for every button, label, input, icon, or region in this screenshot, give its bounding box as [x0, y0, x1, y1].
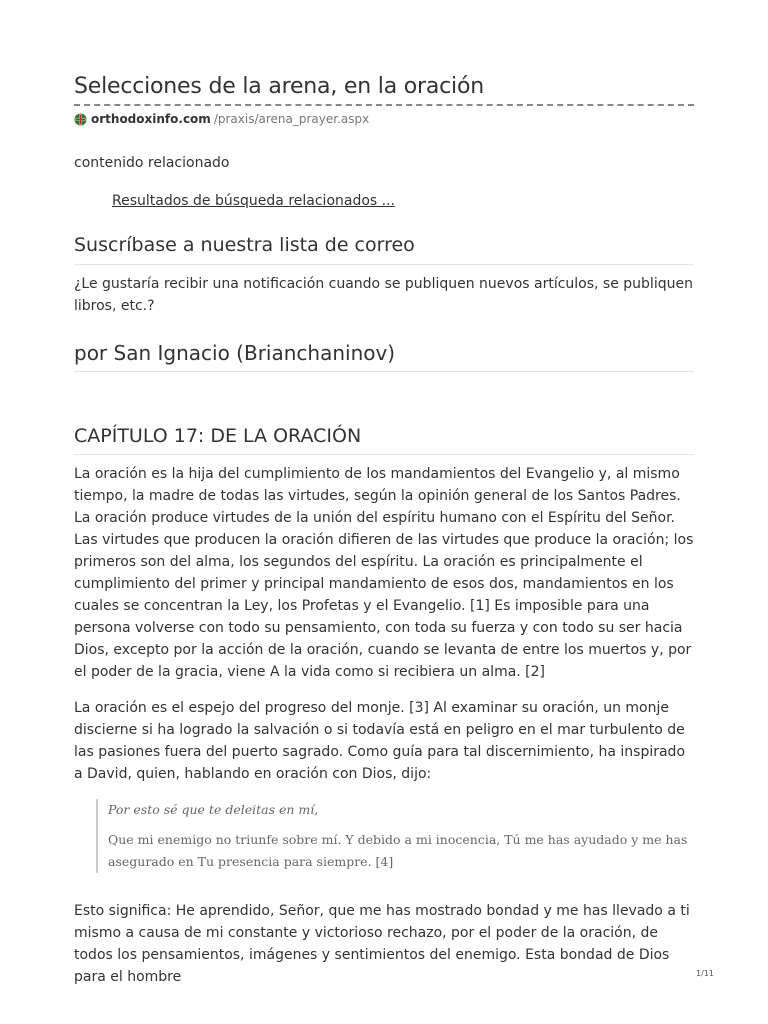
source-domain[interactable]: orthodoxinfo.com — [91, 112, 211, 126]
subscribe-divider — [74, 264, 694, 265]
related-heading: contenido relacionado — [74, 155, 230, 171]
subscribe-text: ¿Le gustaría recibir una notificación cuando se publiquen nuevos artículos, se publiquen libros, etc.? — [74, 276, 693, 314]
page-number: 1/11 — [696, 969, 714, 978]
chapter-divider — [74, 454, 694, 455]
body-paragraph-2: La oración es el espejo del progreso del monje. [3] Al examinar su oración, un monje discierne si ha logrado la salvación o si todavía está en peligro en el mar turbulento de las pasiones fuera del puerto sagrado. Como guía para tal discernimiento, ha inspirado a David, quien, hablando en oración con Dios, dijo: — [74, 700, 686, 782]
author-divider — [74, 371, 694, 372]
chapter-heading: CAPÍTULO 17: DE LA ORACIÓN — [74, 425, 362, 447]
body-paragraph-1: La oración es la hija del cumplimiento de los mandamientos del Evangelio y, al mismo tiempo, la madre de todas las virtudes, según la opinión general de los Santos Padres. La oración produce virtudes de la unión del espíritu humano con el Espíritu del Señor. Las virtudes que producen la oración difieren de las virtudes que produce la oración; los primeros son del alma, los segundos del espíritu. La oración es principalmente el cumplimiento del primer y principal mandamiento de esos dos, mandamientos en los cuales se concentran la Ley, los Profetas y el Evangelio. [1] Es imposible para una persona volverse con todo su pensamiento, con toda su fuerza y con todo su ser hacia Dios, excepto por la acción de la oración, cuando se levanta de entre los muertos y, por el poder de la gracia, viene A la vida como si recibiera un alma. [2] — [74, 466, 694, 680]
title-divider — [74, 104, 694, 106]
quote-line-2: Que mi enemigo no triunfe sobre mí. Y debido a mi inocencia, Tú me has ayudado y me has asegurado en Tu presencia para siempre. [4] — [108, 832, 688, 869]
subscribe-heading: Suscríbase a nuestra lista de correo — [74, 234, 415, 256]
body-paragraph-3: Esto significa: He aprendido, Señor, que me has mostrado bondad y me has llevado a ti mismo a causa de mi constante y victorioso rechazo, por el poder de la oración, de todos los pensamientos, imágenes y sentimientos del enemigo. Esta bondad de Dios para el hombre — [74, 903, 690, 985]
scripture-quote — [96, 799, 704, 873]
globe-icon — [74, 113, 87, 126]
author-heading: por San Ignacio (Brianchaninov) — [74, 341, 396, 365]
related-results-link[interactable]: Resultados de búsqueda relacionados ... — [112, 193, 396, 209]
page-title: Selecciones de la arena, en la oración — [74, 74, 484, 99]
source-line — [74, 112, 369, 126]
quote-line-1: Por esto sé que te deleitas en mí, — [108, 802, 319, 817]
source-path: /praxis/arena_prayer.aspx — [213, 112, 370, 126]
